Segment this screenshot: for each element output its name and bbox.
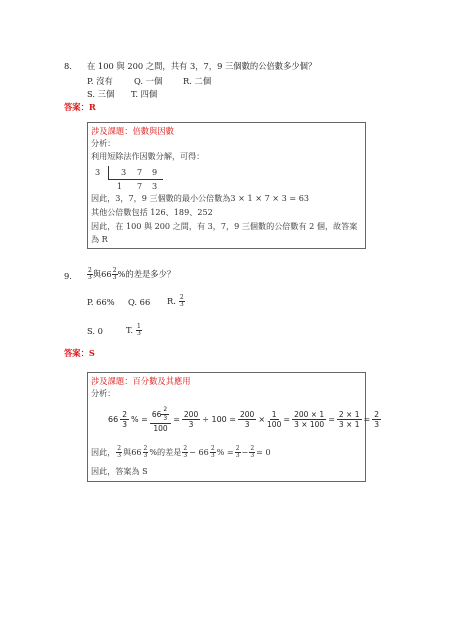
q8-short-division xyxy=(88,164,188,192)
q8-others-line: 其他公倍數包括 126、189、252 xyxy=(91,207,213,217)
q9-conclusion: 因此，答案為 S xyxy=(91,466,148,476)
q8-div-cell: 3 xyxy=(152,181,158,191)
q8-div-cell: 7 xyxy=(137,181,143,191)
q8-div-divisor: 3 xyxy=(95,167,101,177)
q9-nested-fraction: 66 $\frac{2}{3}$ 100 xyxy=(150,407,171,433)
q8-conclusion-line-2: 為 R xyxy=(91,234,108,244)
q8-div-cell: 7 xyxy=(137,167,143,177)
q8-option-s: S. 三個 xyxy=(87,89,115,99)
q9-option-t: T. $\frac{1}{3}$ xyxy=(126,323,141,337)
q8-answer: 答案：R xyxy=(64,102,96,112)
q8-div-cell: 9 xyxy=(152,167,158,177)
q8-div-bar xyxy=(108,166,109,179)
q8-option-q: Q. 一個 xyxy=(134,76,163,86)
q8-analysis-label: 分析： xyxy=(91,138,116,148)
q8-text: 在 100 與 200 之間，共有 3，7，9 三個數的公倍數多少個？ xyxy=(87,61,317,71)
q9-fraction: $\frac{2}{3}$ xyxy=(112,267,117,281)
q9-number: 9. xyxy=(64,271,72,281)
q8-option-p: P. 沒有 xyxy=(87,76,113,86)
q8-lcm-line: 因此，3，7，9 三個數的最小公倍數為3 × 1 × 7 × 3 = 63 xyxy=(91,193,310,203)
q8-div-cell: 1 xyxy=(117,181,123,191)
q8-method: 利用短除法作因數分解，可得： xyxy=(91,151,205,161)
q9-option-p: P. 66% xyxy=(87,297,115,307)
q9-option-r: R. $\frac{2}{3}$ xyxy=(167,294,184,308)
q9-answer: 答案：S xyxy=(64,348,95,358)
q8-conclusion-line: 因此，在 100 與 200 之間，有 3，7，9 三個數的公倍數有 2 個，故答案 xyxy=(91,221,358,231)
q9-fraction: $\frac{2}{3}$ xyxy=(88,267,92,281)
q8-div-cell: 3 xyxy=(121,167,127,177)
q9-option-s: S. 0 xyxy=(87,326,103,336)
q8-topic: 涉及課題：倍數與因數 xyxy=(91,126,174,136)
q8-option-t: T. 四個 xyxy=(131,89,158,99)
q8-option-r: R. 二個 xyxy=(183,76,212,86)
q9-equation: 66 $\frac{2}{3}$ % = 66 $\frac{2}{3}$ 100 = $\frac{200}{3}$ ÷ 100 = $\frac{200}{3}$ × $\frac{1}{100}$ = $\frac{200 \times 1}{3 \times 100}$ = $\frac{2 \times 1}{3 \times 1}$ = $\frac{2}{3}$ xyxy=(108,406,379,433)
q8-number: 8. xyxy=(64,61,72,71)
q9-difference-line: 因此， $\frac{2}{3}$ 與66 $\frac{2}{3}$ %的差是 $\frac{2}{3}$ − 66 $\frac{2}{3}$ % = $\frac{2}{3}$ − $\frac{2}{3}$ = 0 xyxy=(91,445,271,459)
q9-option-q: Q. 66 xyxy=(128,297,151,307)
q9-text: $\frac{2}{3}$ 與66 $\frac{2}{3}$ %的差是多少？ xyxy=(88,267,176,281)
q9-topic: 涉及課題：百分數及其應用 xyxy=(91,376,191,386)
q8-div-underline xyxy=(108,179,163,180)
q8-solution-box xyxy=(87,122,366,249)
q9-analysis-label: 分析： xyxy=(91,388,116,398)
q9-solution-box xyxy=(87,372,379,482)
